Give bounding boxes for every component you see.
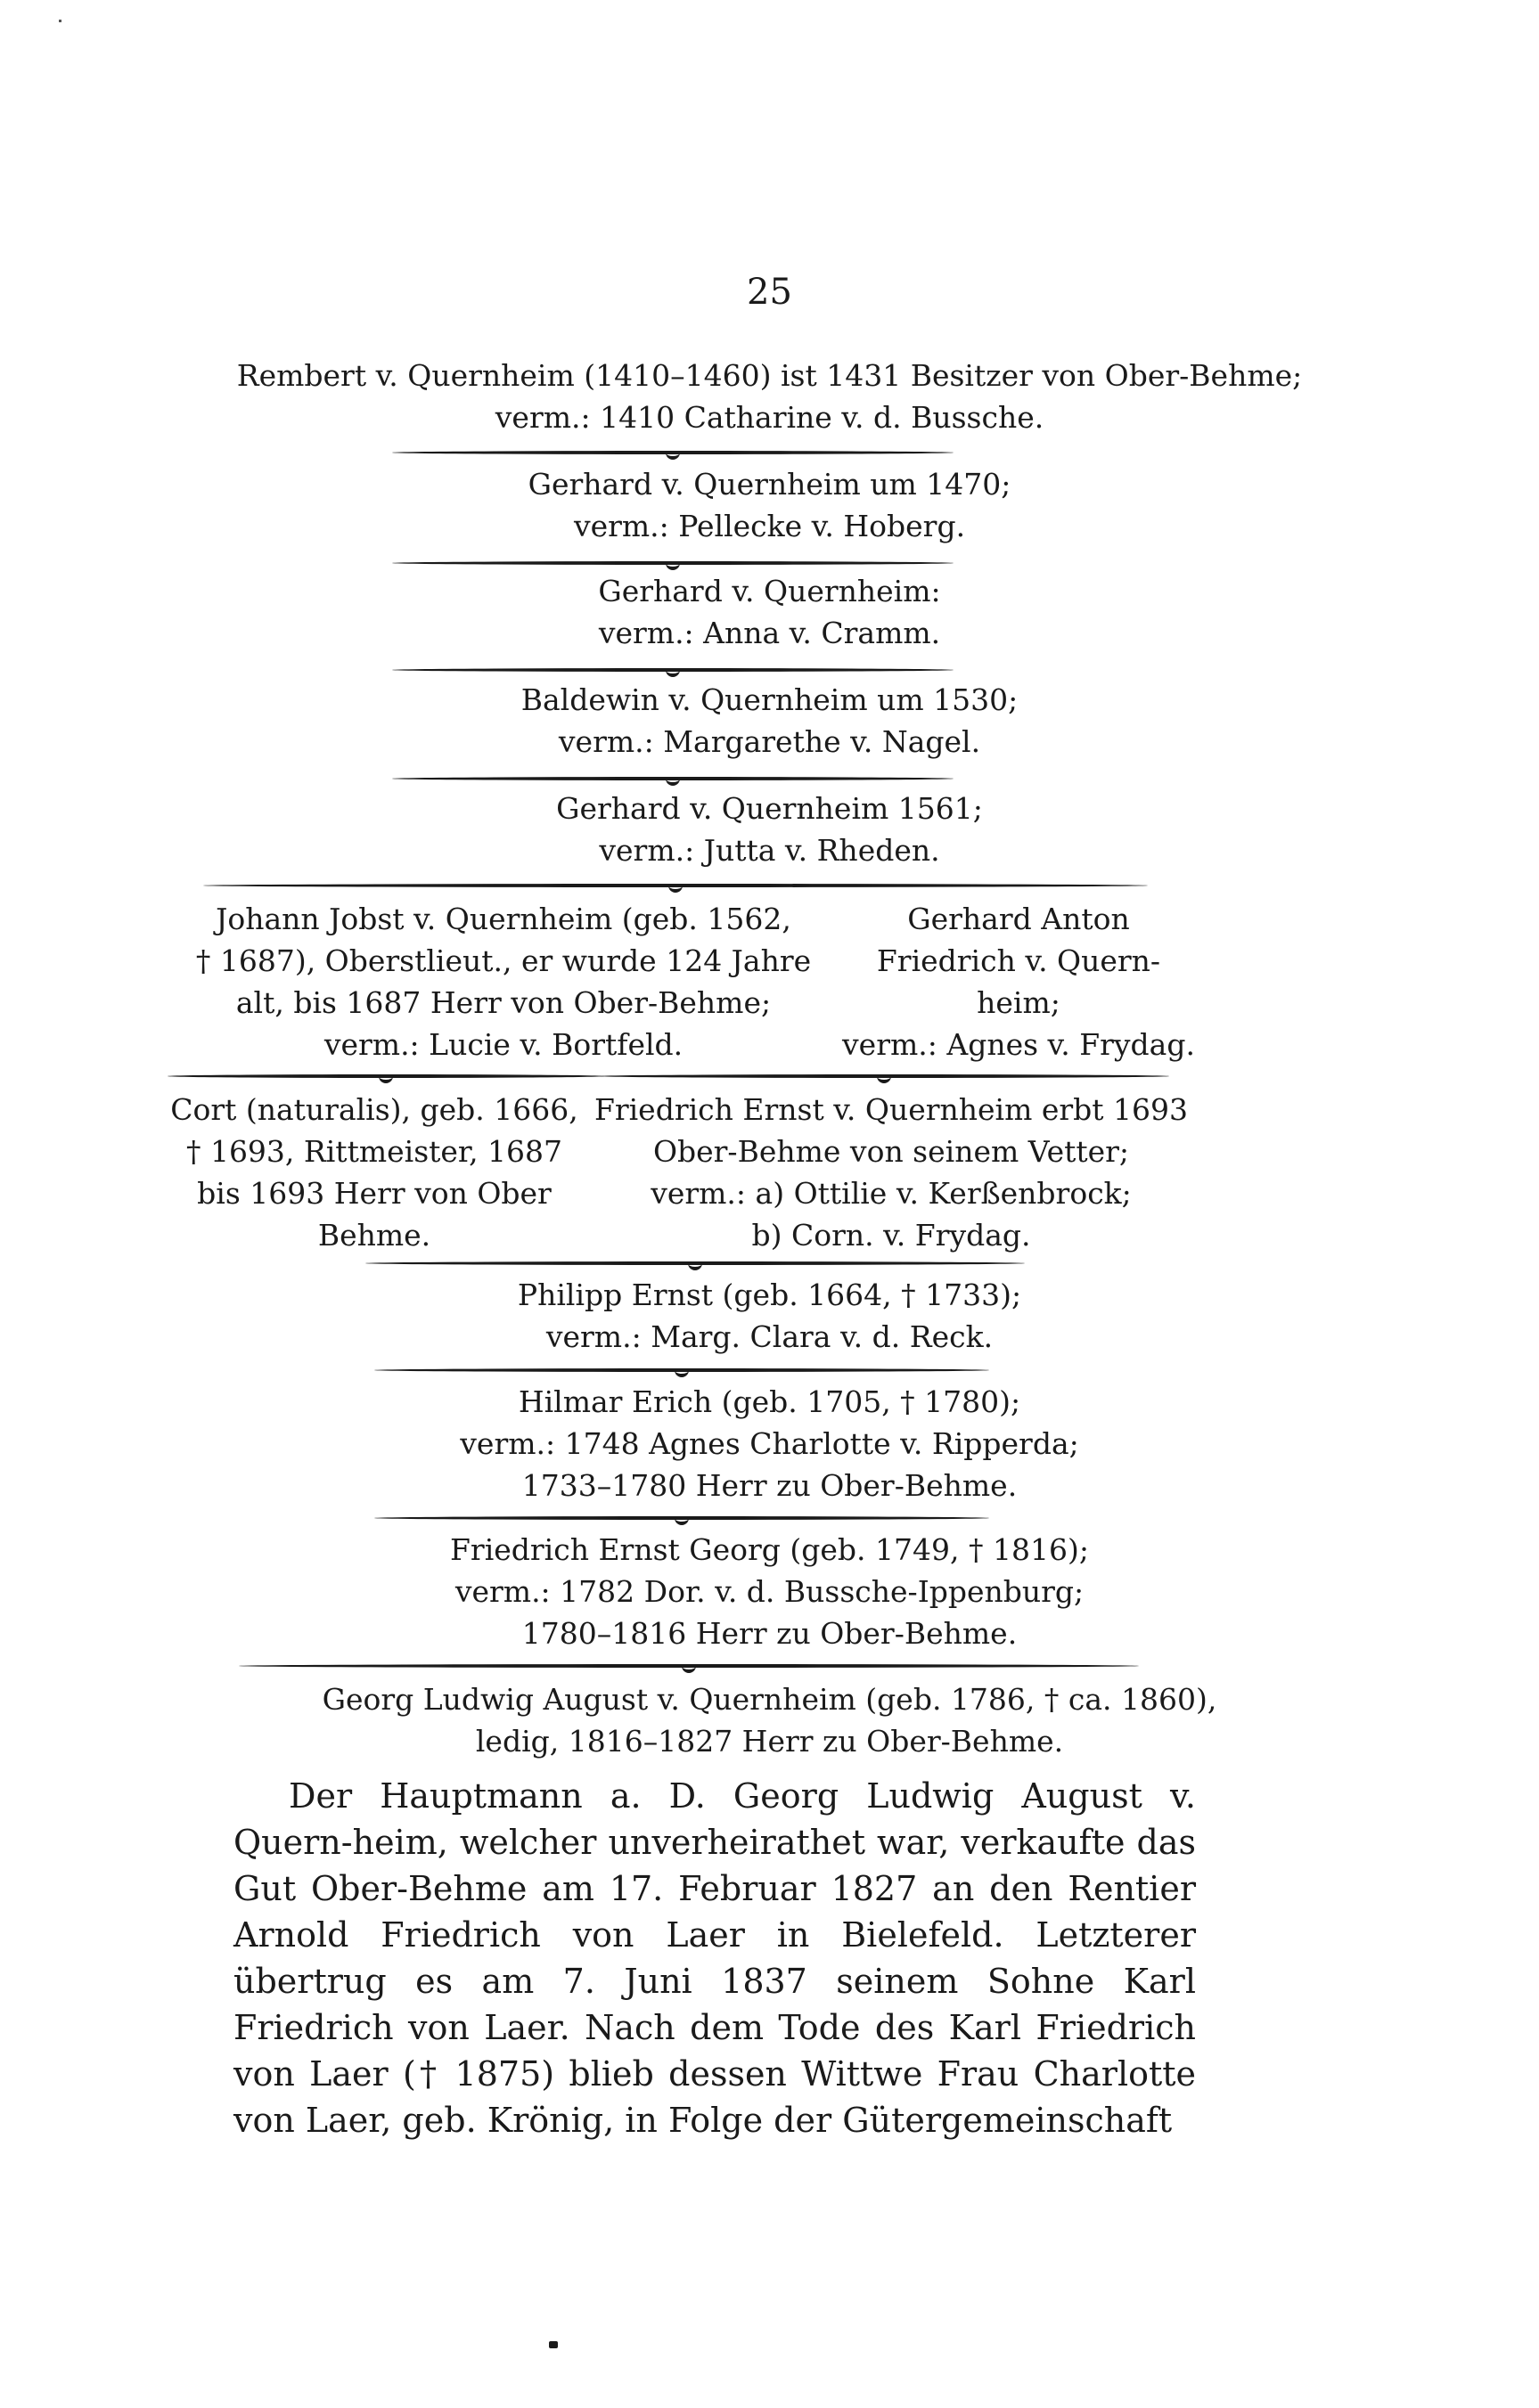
entry-line: Johann Jobst v. Quernheim (geb. 1562, bbox=[216, 902, 791, 936]
descent-brace bbox=[374, 1363, 989, 1375]
genealogy-entry-friedrich-ernst-georg bbox=[0, 1529, 1539, 1654]
entry-line: verm.: Agnes v. Frydag. bbox=[842, 1027, 1195, 1062]
descent-brace bbox=[239, 1659, 1139, 1671]
entry-line: Rembert v. Quernheim (1410–1460) ist 1431 Besitzer von Ober-Behme; bbox=[236, 358, 1303, 393]
entry-line: Friedrich v. Quern- bbox=[876, 943, 1161, 978]
genealogy-entry-hilmar-erich bbox=[0, 1381, 1539, 1506]
descent-brace bbox=[392, 445, 954, 458]
entry-line: Gerhard Anton bbox=[907, 902, 1130, 936]
entry-line: 1780–1816 Herr zu Ober-Behme. bbox=[521, 1616, 1018, 1651]
entry-line: verm.: Jutta v. Rheden. bbox=[599, 833, 940, 868]
genealogy-entry-philipp-ernst bbox=[0, 1274, 1539, 1358]
descent-brace bbox=[203, 878, 1148, 891]
genealogy-entry-baldewin bbox=[0, 679, 1539, 763]
entry-line: bis 1693 Herr von Ober bbox=[197, 1176, 552, 1211]
genealogy-entry-gerhard-1470 bbox=[0, 463, 1539, 547]
genealogy-entry-johann-jobst bbox=[178, 898, 829, 1065]
genealogy-entry-gerhard bbox=[0, 570, 1539, 654]
entry-line: Behme. bbox=[317, 1218, 431, 1253]
entry-line: ledig, 1816–1827 Herr zu Ober-Behme. bbox=[475, 1724, 1064, 1759]
entry-line: verm.: 1782 Dor. v. d. Bussche-Ippenburg; bbox=[454, 1574, 1085, 1609]
descent-brace bbox=[392, 556, 954, 568]
entry-line: verm.: Pellecke v. Hoberg. bbox=[573, 509, 966, 543]
entry-line: verm.: 1748 Agnes Charlotte v. Ripperda; bbox=[460, 1426, 1079, 1461]
entry-line: † 1693, Rittmeister, 1687 bbox=[185, 1134, 563, 1169]
scan-speck bbox=[59, 20, 61, 22]
descent-brace bbox=[392, 663, 954, 675]
entry-line: Georg Ludwig August v. Quernheim (geb. 1786, † ca. 1860), bbox=[322, 1682, 1217, 1717]
genealogy-entry-friedrich-ernst bbox=[588, 1089, 1194, 1256]
entry-line: Philipp Ernst (geb. 1664, † 1733); bbox=[517, 1277, 1022, 1312]
entry-line: Friedrich Ernst Georg (geb. 1749, † 1816); bbox=[450, 1532, 1089, 1567]
entry-line: verm.: Anna v. Cramm. bbox=[598, 616, 941, 650]
descent-brace bbox=[374, 1511, 989, 1523]
entry-line: b) Corn. v. Frydag. bbox=[751, 1218, 1031, 1253]
genealogy-entry-cort bbox=[160, 1089, 588, 1256]
entry-line: verm.: 1410 Catharine v. d. Bussche. bbox=[495, 400, 1044, 435]
entry-line: Baldewin v. Quernheim um 1530; bbox=[520, 682, 1019, 717]
genealogy-entry-georg-ludwig-august bbox=[0, 1678, 1539, 1762]
entry-line: verm.: Lucie v. Bortfeld. bbox=[323, 1027, 684, 1062]
genealogy-entry-gerhard-1561 bbox=[0, 788, 1539, 871]
entry-line: Friedrich Ernst v. Quernheim erbt 1693 bbox=[593, 1092, 1189, 1127]
entry-line: verm.: Margarethe v. Nagel. bbox=[558, 724, 981, 759]
entry-line: heim; bbox=[977, 985, 1060, 1020]
paragraph-text: Der Hauptmann a. D. Georg Ludwig August v. Quern-heim, welcher unverheirathet war, verkaufte das Gut Ober-Behme am 17. Februar 1827 an den Rentier Arnold Friedrich von Laer in Bielefeld. Letzterer übertrug es am 7. Juni 1837 seinem Sohne Karl Friedrich von Laer. Nach dem Tode des Karl Friedrich von Laer († 1875) blieb dessen Wittwe Frau Charlotte von Laer, geb. Krönig, in Folge der Gütergemeinschaft bbox=[233, 1776, 1196, 2140]
page-number: 25 bbox=[747, 272, 792, 313]
entry-line: † 1687), Oberstlieut., er wurde 124 Jahre bbox=[195, 943, 812, 978]
genealogy-entry-gerhard-anton bbox=[836, 898, 1201, 1065]
descent-brace bbox=[599, 1069, 1169, 1082]
descent-brace bbox=[365, 1256, 1025, 1269]
entry-line: alt, bis 1687 Herr von Ober-Behme; bbox=[235, 985, 772, 1020]
body-paragraph bbox=[233, 1773, 1196, 2143]
descent-brace bbox=[168, 1069, 604, 1082]
entry-line: Gerhard v. Quernheim: bbox=[598, 574, 941, 608]
descent-brace bbox=[392, 771, 954, 784]
entry-line: Cort (naturalis), geb. 1666, bbox=[170, 1092, 578, 1127]
entry-line: verm.: Marg. Clara v. d. Reck. bbox=[545, 1319, 994, 1354]
printer-mark bbox=[549, 2341, 558, 2348]
entry-line: verm.: a) Ottilie v. Kerßenbrock; bbox=[651, 1176, 1132, 1211]
entry-line: Ober-Behme von seinem Vetter; bbox=[652, 1134, 1130, 1169]
entry-line: 1733–1780 Herr zu Ober-Behme. bbox=[521, 1468, 1018, 1503]
entry-line: Hilmar Erich (geb. 1705, † 1780); bbox=[518, 1384, 1021, 1419]
genealogy-entry-rembert bbox=[0, 355, 1539, 438]
entry-line: Gerhard v. Quernheim 1561; bbox=[556, 791, 983, 826]
entry-line: Gerhard v. Quernheim um 1470; bbox=[528, 467, 1011, 502]
